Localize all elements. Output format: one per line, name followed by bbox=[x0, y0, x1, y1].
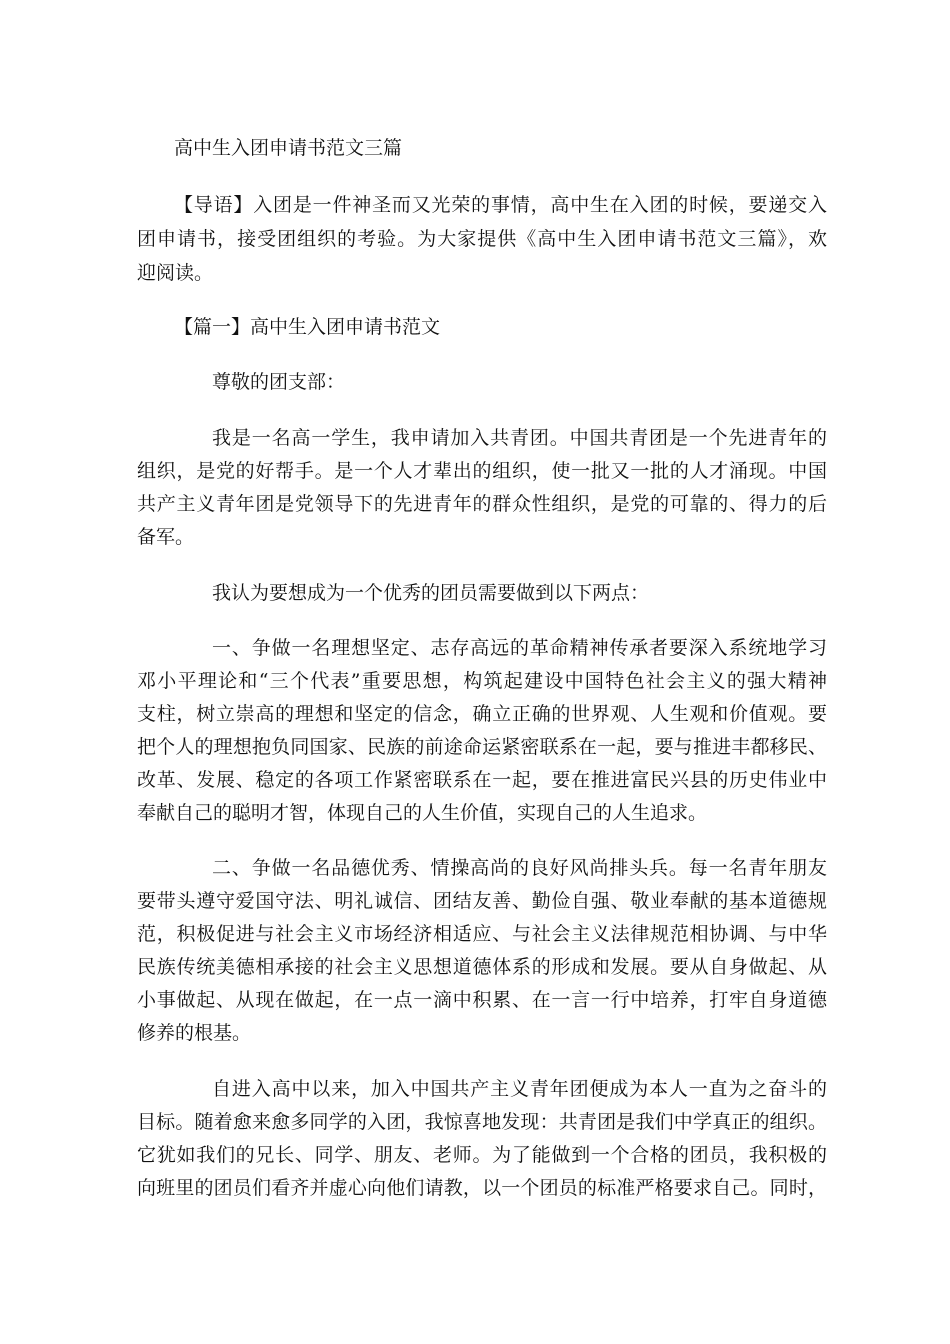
paragraph-line: 修养的根基。 bbox=[137, 1022, 252, 1044]
paragraph-line: 备军。 bbox=[137, 526, 195, 548]
paragraph-line: 共产主义青年团是党领导下的先进青年的群众性组织，是党的可靠的、得力的后 bbox=[137, 493, 827, 515]
document-title: 高中生入团申请书范文三篇 bbox=[174, 137, 403, 159]
paragraph-line: 小事做起、从现在做起，在一点一滴中积累、在一言一行中培养，打牢自身道德 bbox=[137, 989, 827, 1011]
paragraph-line: 奉献自己的聪明才智，体现自己的人生价值，实现自己的人生追求。 bbox=[137, 802, 708, 824]
paragraph-line: 我认为要想成为一个优秀的团员需要做到以下两点： bbox=[212, 582, 650, 604]
paragraph-line: 民族传统美德相承接的社会主义思想道德体系的形成和发展。要从自身做起、从 bbox=[137, 956, 827, 978]
section-heading: 【篇一】高中生入团申请书范文 bbox=[174, 316, 441, 338]
paragraph-line: 自进入高中以来，加入中国共产主义青年团便成为本人一直为之奋斗的 bbox=[212, 1078, 827, 1100]
salutation: 尊敬的团支部： bbox=[212, 371, 346, 393]
paragraph-line: 范，积极促进与社会主义市场经济相适应、与社会主义法律规范相协调、与中华 bbox=[137, 923, 827, 945]
paragraph-line: 向班里的团员们看齐并虚心向他们请教，以一个团员的标准严格要求自己。同时， bbox=[137, 1177, 827, 1199]
paragraph-line: 目标。随着愈来愈多同学的入团，我惊喜地发现：共青团是我们中学真正的组织。 bbox=[137, 1111, 827, 1133]
intro-line: 迎阅读。 bbox=[137, 262, 214, 284]
paragraph-line: 要带头遵守爱国守法、明礼诚信、团结友善、勤俭自强、敬业奉献的基本道德规 bbox=[137, 890, 827, 912]
paragraph-line: 邓小平理论和“三个代表”重要思想，构筑起建设中国特色社会主义的强大精神 bbox=[137, 670, 827, 692]
paragraph-line: 把个人的理想抱负同国家、民族的前途命运紧密联系在一起，要与推进丰都移民、 bbox=[137, 736, 827, 758]
paragraph-line: 支柱，树立崇高的理想和坚定的信念，确立正确的世界观、人生观和价值观。要 bbox=[137, 703, 827, 725]
paragraph-line: 它犹如我们的兄长、同学、朋友、老师。为了能做到一个合格的团员，我积极的 bbox=[137, 1144, 827, 1166]
paragraph-line: 我是一名高一学生，我申请加入共青团。中国共青团是一个先进青年的 bbox=[212, 427, 827, 449]
paragraph-line: 改革、发展、稳定的各项工作紧密联系在一起，要在推进富民兴县的历史伟业中 bbox=[137, 769, 827, 791]
paragraph-line: 组织，是党的好帮手。是一个人才辈出的组织，使一批又一批的人才涌现。中国 bbox=[137, 460, 827, 482]
intro-line: 团申请书，接受团组织的考验。为大家提供《高中生入团申请书范文三篇》，欢 bbox=[137, 228, 827, 250]
paragraph-line: 二、争做一名品德优秀、情操高尚的良好风尚排头兵。每一名青年朋友 bbox=[212, 857, 827, 879]
paragraph-line: 一、争做一名理想坚定、志存高远的革命精神传承者要深入系统地学习 bbox=[212, 637, 827, 659]
intro-line: 【导语】入团是一件神圣而又光荣的事情，高中生在入团的时候，要递交入 bbox=[174, 194, 827, 216]
